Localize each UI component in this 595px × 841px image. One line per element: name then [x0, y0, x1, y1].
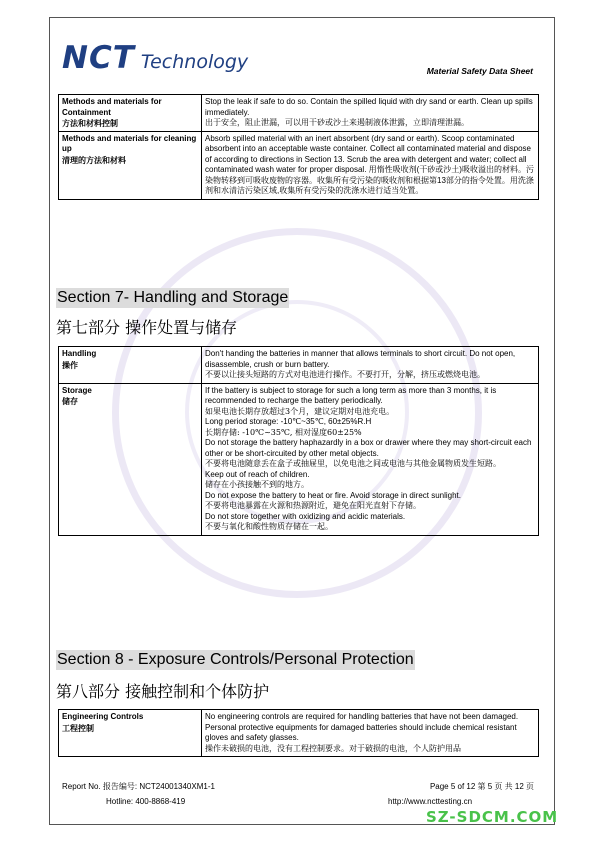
table-row [59, 710, 539, 757]
content-line: 如果电池长期存放超过3个月，建议定期对电池充电。 [205, 406, 395, 416]
content-line: Stop the leak if safe to do so. Contain the spilled liquid with dry sand or earth. Clean up spills immediately. [205, 97, 533, 117]
handling-storage-table [58, 346, 539, 536]
section8-title-en: Section 8 - Exposure Controls/Personal Protection [57, 651, 414, 668]
content-line: Do not store together with oxidizing and acidic materials. [205, 511, 406, 521]
hotline: Hotline: 400-8868-419 [106, 797, 186, 806]
content-line: Do not storage the battery haphazardly in a box or drawer where they may short-circuit each other or be short-circuited by other metal objects. [205, 438, 532, 458]
table-row [59, 383, 539, 535]
row-label-cell [59, 95, 202, 132]
content-line: 出于安全，阻止泄漏，可以用干砂或沙土来遏制液体泄露，立即清理泄漏。 [205, 118, 469, 127]
row-label-cell [59, 710, 202, 757]
row-label-en: Handling [62, 349, 97, 358]
row-label-cell [59, 131, 202, 199]
row-label-cell [59, 347, 202, 384]
company-logo [62, 40, 248, 76]
content-line: 不要与氧化和酸性物质存储在一起。 [205, 522, 333, 531]
row-label-zh: 方法和材料控制 [62, 118, 118, 128]
section7-title-en: Section 7- Handling and Storage [57, 289, 289, 306]
row-label-zh: 储存 [62, 396, 78, 406]
logo-mark: NCT [62, 40, 135, 76]
site-stamp: SZ-SDCM.COM [426, 808, 559, 826]
website-url: http://www.ncttesting.cn [388, 797, 473, 806]
containment-table [58, 94, 539, 200]
content-line: 不要将电池暴露在火源和热源附近，避免在阳光直射下存储。 [205, 501, 421, 510]
content-line: Absorb spilled material with an inert absorbent (dry sand or earth). Scoop contaminated absorbent into an acceptable waste container. Collect all contaminated material and dispose of according to directions in Section 13. Scrub the area with detergent and water; collect all contaminated wash water for proper disposal. 用惰性吸收剂(干砂或沙土)吸收溢出的材料。污染物转移到可吸收废物的容器。收集所有受污染的吸收剂和根据第13部分的指令处置。用洗涤剂和水清洁污染区域,收集所有受污染的洗涤水进行适当处置。 [205, 133, 534, 195]
section7-title-zh: 第七部分 操作处置与储存 [56, 318, 238, 337]
row-label-en: Methods and materials for cleaning up [62, 133, 197, 153]
content-line: 不要以让接头短路的方式对电池进行操作。不要打开，分解，挤压或燃烧电池。 [205, 370, 485, 379]
row-label-zh: 操作 [62, 359, 78, 370]
content-line: 长期存储: -10℃~35℃, 相对湿度60±25% [205, 427, 362, 437]
table-row [59, 131, 539, 199]
content-line: 不要将电池随意丢在盒子或抽屉里，以免电池之间或电池与其他金属物质发生短路。 [205, 459, 501, 468]
table-row [59, 347, 539, 384]
row-label-zh: 工程控制 [62, 722, 94, 733]
page-number: Page 5 of 12 第 5 页 共 12 页 [429, 782, 534, 791]
content-line: 储存在小孩接触不到的地方。 [205, 480, 309, 489]
content-line: Keep out of reach of children. [205, 469, 310, 479]
row-label-en: Storage [62, 385, 92, 395]
row-content-cell [202, 347, 539, 384]
row-content-cell [202, 131, 539, 199]
row-label-en: Methods and materials for Containment [62, 97, 162, 117]
document-type: Material Safety Data Sheet [426, 66, 533, 76]
report-number: Report No. 报告编号: NCT24001340XM1-1 [62, 782, 215, 791]
table-row [59, 95, 539, 132]
content-line: Do not expose the battery to heat or fire. Avoid storage in direct sunlight. [205, 490, 462, 500]
row-content-cell [202, 95, 539, 132]
row-content-cell [202, 383, 539, 535]
content-line: Long period storage: -10℃~35℃, 60±25%R.H [205, 417, 372, 426]
row-label-cell [59, 383, 202, 535]
content-line: Don't handing the batteries in manner that allows terminals to short circuit. Do not open, disassemble, crush or burn battery. [205, 349, 516, 369]
content-line: No engineering controls are required for handling batteries that have not been damaged. Personal protective equipments for damaged batteries should include chemical resistant gloves and safety glasses. [205, 712, 519, 742]
row-label-en: Engineering Controls [62, 712, 144, 721]
row-content-cell [202, 710, 539, 757]
content-line: If the battery is subject to storage for such a long term as more than 3 months, it is recommended to recharge the battery periodically. [205, 385, 497, 405]
exposure-controls-table [58, 709, 539, 757]
row-label-zh: 清理的方法和材料 [62, 154, 126, 165]
content-line: 操作未破损的电池，没有工程控制要求。对于破损的电池，个人防护用品 [205, 743, 461, 753]
section8-title-zh: 第八部分 接触控制和个体防护 [56, 682, 270, 701]
logo-word: Technology [140, 51, 249, 73]
